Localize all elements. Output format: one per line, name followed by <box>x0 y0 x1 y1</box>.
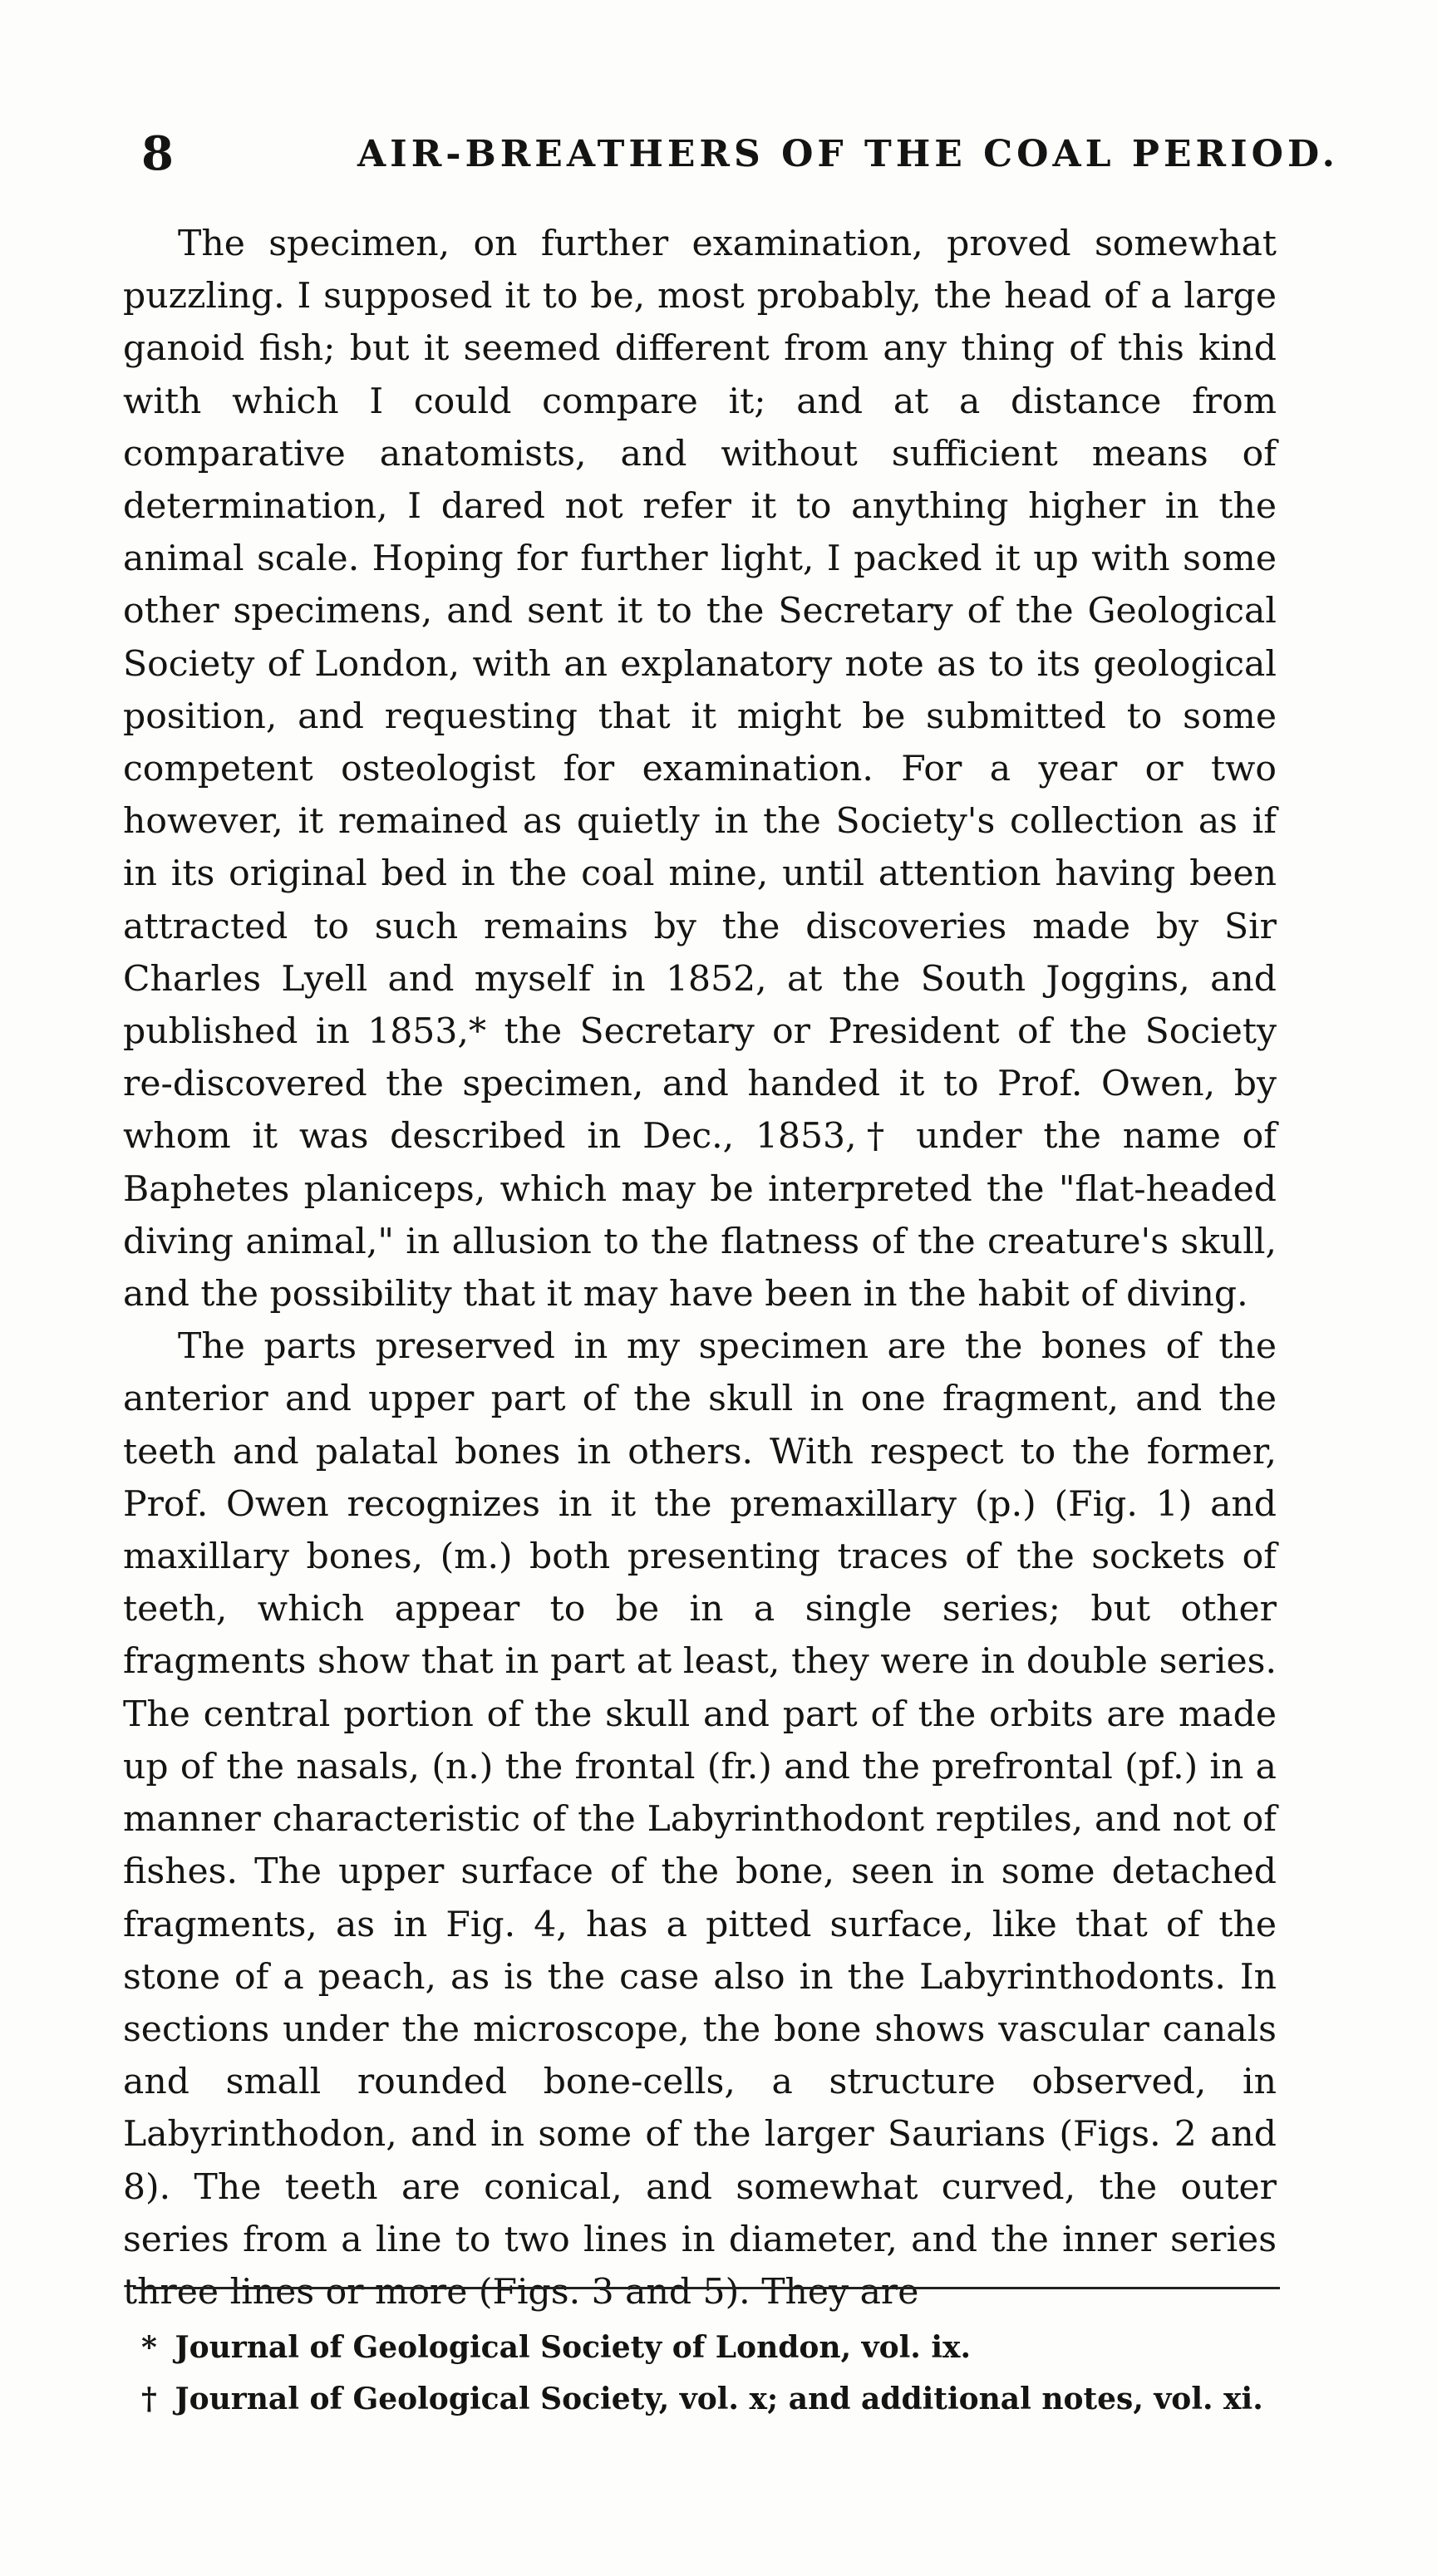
running-title: AIR-BREATHERS OF THE COAL PERIOD. <box>357 133 1339 175</box>
paragraph: The parts preserved in my specimen are the bones of the anterior and upper part of the skull in one fragment, and the teeth and palatal bones in others. With respect to the former, Prof. Owen recognizes in it the premaxillary (p.) (Fig. 1) and maxillary bones, (m.) both presenting traces of the sockets of teeth, which appear to be in a single series; but other fragments show that in part at least, they were in double series. The central portion of the skull and part of the orbits are made up of the nasals, (n.) the frontal (fr.) and the prefrontal (pf.) in a manner characteristic of the Labyrinthodont reptiles, and not of fishes. The upper surface of the bone, seen in some detached fragments, as in Fig. 4, has a pitted surface, like that of the stone of a peach, as is the case also in the Labyrinthodonts. In sections under the microscope, the bone shows vascular canals and small rounded bone-cells, a structure observed, in Labyrinthodon, and in some of the larger Saurians (Figs. 2 and 8). The teeth are conical, and somewhat curved, the outer series from a line to two lines in diameter, and the inner series three lines or more (Figs. 3 and 5). They are <box>123 1326 1277 2313</box>
footnote <box>141 2322 1297 2373</box>
page-number: 8 <box>141 126 174 181</box>
footnote <box>141 2373 1297 2425</box>
body-text <box>123 218 1277 2318</box>
footnote-mark: † <box>141 2382 157 2416</box>
footnote-divider <box>133 2287 1280 2289</box>
footnote-text: Journal of Geological Society, vol. x; and additional notes, vol. xi. <box>175 2382 1263 2416</box>
footnote-text: Journal of Geological Society of London, vol. ix. <box>175 2330 972 2365</box>
footnote-mark: * <box>141 2330 157 2365</box>
footnotes <box>141 2322 1297 2425</box>
page-header <box>141 125 1339 183</box>
paragraph: The specimen, on further examination, proved somewhat puzzling. I supposed it to be, most probably, the head of a large ganoid fish; but it seemed different from any thing of this kind with which I could compare it; and at a distance from comparative anatomists, and without sufficient means of determination, I dared not refer it to anything higher in the animal scale. Hoping for further light, I packed it up with some other specimens, and sent it to the Secretary of the Geological Society of London, with an explanatory note as to its geological position, and requesting that it might be submitted to some competent osteologist for examination. For a year or two however, it remained as quietly in the Society's collection as if in its original bed in the coal mine, until attention having been attracted to such remains by the discoveries made by Sir Charles Lyell and myself in 1852, at the South Joggins, and published in 1853,* the Secretary or President of the Society re-discovered the specimen, and handed it to Prof. Owen, by whom it was described in Dec., 1853,† under the name of Baphetes planiceps, which may be interpreted the "flat-headed diving animal," in allusion to the flatness of the creature's skull, and the possibility that it may have been in the habit of diving. <box>123 224 1277 1315</box>
